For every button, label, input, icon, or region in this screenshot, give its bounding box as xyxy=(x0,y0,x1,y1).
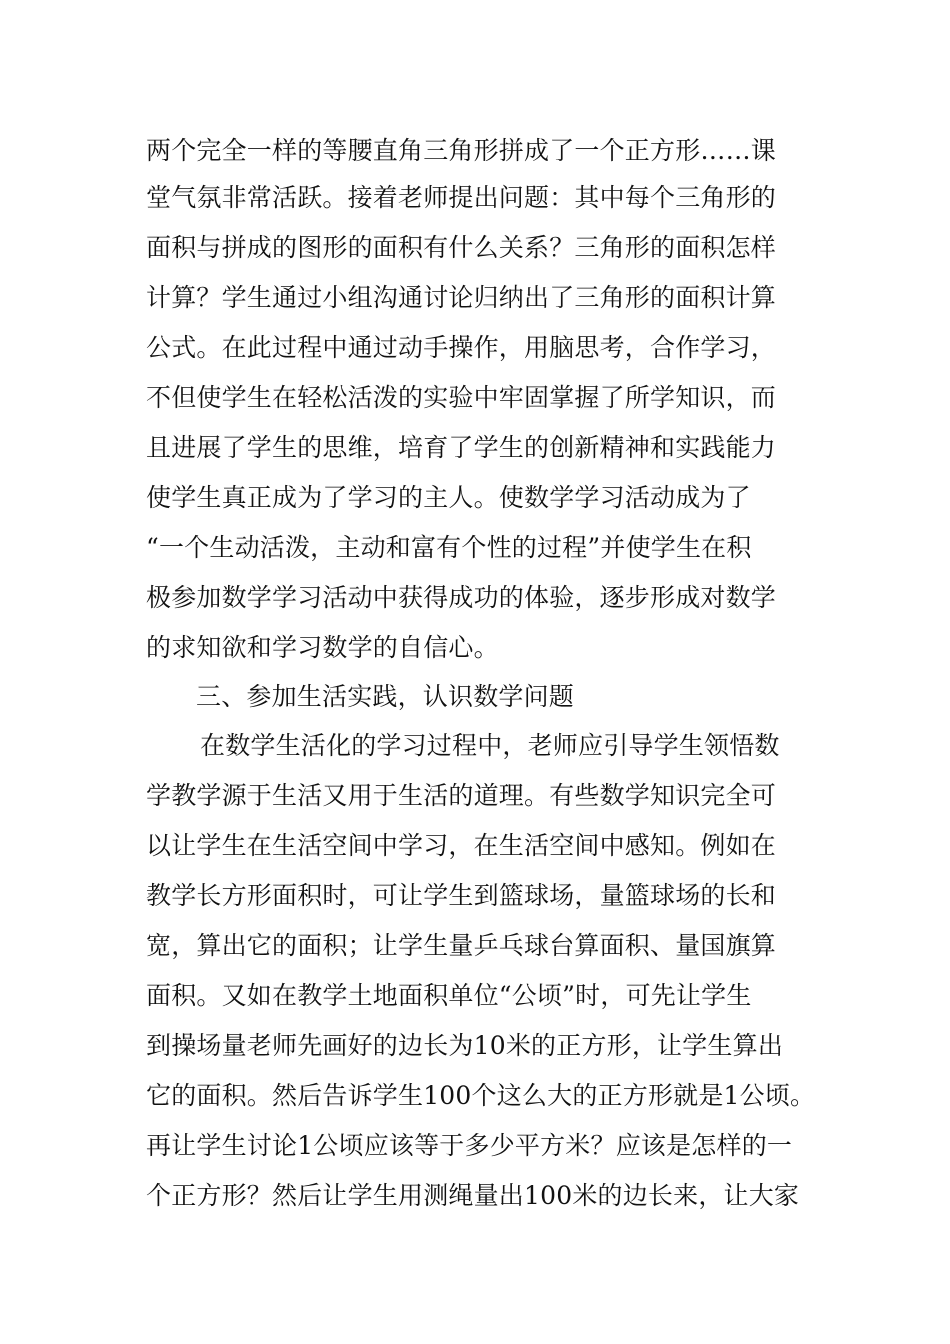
text-line: 到操场量老师先画好的边长为10米的正方形，让学生算出 xyxy=(146,1031,784,1060)
text-line: 不但使学生在轻松活泼的实验中牢固掌握了所学知识，而 xyxy=(146,383,777,412)
text-line: 面积。又如在教学土地面积单位“公顷”时，可先让学生 xyxy=(146,981,752,1010)
text-line: 以让学生在生活空间中学习，在生活空间中感知。例如在 xyxy=(146,831,777,860)
text-line: 计算？学生通过小组沟通讨论归纳出了三角形的面积计算 xyxy=(146,283,777,312)
text-line: 学教学源于生活又用于生活的道理。有些数学知识完全可 xyxy=(146,781,777,810)
text-line: 且进展了学生的思维，培育了学生的创新精神和实践能力 xyxy=(146,433,777,462)
text-line: 公式。在此过程中通过动手操作，用脑思考，合作学习， xyxy=(146,333,777,362)
text-line: 的求知欲和学习数学的自信心。 xyxy=(146,633,499,662)
text-line: 极参加数学学习活动中获得成功的体验，逐步形成对数学 xyxy=(146,583,777,612)
text-line: 在数学生活化的学习过程中，老师应引导学生领悟数 xyxy=(200,731,780,760)
text-line: “一个生动活泼，主动和富有个性的过程”并使学生在积 xyxy=(146,533,752,562)
text-line: 再让学生讨论1公顷应该等于多少平方米？应该是怎样的一 xyxy=(146,1131,793,1160)
section-heading: 三、参加生活实践，认识数学问题 xyxy=(196,682,575,711)
text-line: 它的面积。然后告诉学生100个这么大的正方形就是1公顷。 xyxy=(146,1081,816,1110)
text-line: 面积与拼成的图形的面积有什么关系？三角形的面积怎样 xyxy=(146,233,777,262)
text-line: 宽，算出它的面积；让学生量乒乓球台算面积、量国旗算 xyxy=(146,931,777,960)
text-line: 教学长方形面积时，可让学生到篮球场，量篮球场的长和 xyxy=(146,881,777,910)
text-line: 个正方形？然后让学生用测绳量出100米的边长来，让大家 xyxy=(146,1181,800,1210)
text-line: 两个完全一样的等腰直角三角形拼成了一个正方形……课 xyxy=(146,136,777,165)
text-line: 堂气氛非常活跃。接着老师提出问题：其中每个三角形的 xyxy=(146,183,777,212)
text-line: 使学生真正成为了学习的主人。使数学学习活动成为了 xyxy=(146,483,751,512)
